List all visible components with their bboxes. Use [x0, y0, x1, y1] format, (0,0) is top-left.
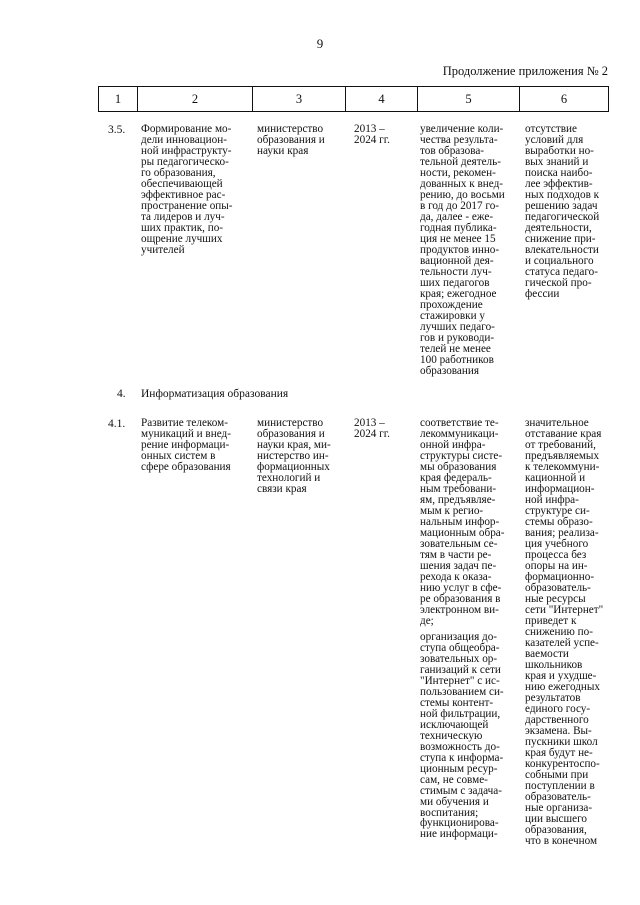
column-header-table [98, 86, 609, 112]
row-4-1-period: 2013 – 2024 гг. [354, 417, 390, 440]
col-header-5: 5 [418, 87, 520, 112]
row-number-4-1: 4.1. [108, 418, 126, 430]
col-header-3: 3 [253, 87, 346, 112]
row-4-1-result-part-2: организация до- ступа общеобра- зовательных ор- ганизаций к сети "Интернет" с ис- пользованием си- стемы контент- ной фильтрации, исключающей техническую возможность до- ступа к информа- ционным ресур- сам, не совме- стимым с задача- ми обучения и воспитания; [420, 631, 504, 819]
row-4-1-measure: Развитие телеком- муникаций и внед- рение информаци- онных систем в сфере образования [141, 417, 231, 473]
row-4-1-consequence: значительное отставание края от требований, предъявляемых к телекоммуни- кационной и информацион- ной инфра- структуре си- стемы образо- вания; реализа- ция учебного процесса без опоры на ин- формационно- образователь- ные ресурсы сети "Интернет" приведет к снижению по- казателей успе- ваемости школьников края и ухудше- нию ежегодных результатов единого госу- дарственного экзамена. Вы- пускники школ края будут не- конкурентоспо- собными при поступлении в образователь- ные организа- ции высшего образования, что в конечном [525, 417, 604, 847]
row-4-1-result-part-1: соответствие те- лекоммуникаци- онной инфра- структуры систе- мы образования края федераль- ным требовани- ям, предъявляе- мым к регио- нальным инфор- мационным обра- зовательным се- тям в части ре- шения задач пе- рехода к оказа- нию услуг в сфе- ре образования в электронном ви- де; [420, 417, 505, 627]
row-4-1-result-part-3: функционирова- ние информаци- [420, 817, 499, 840]
row-3-5-result: увеличение коли- чества результа- тов образова- тельной деятель- ности, рекомен- дованных к внед- рению, до восьми в год до 2017 го- да, далее - еже- годная публика- ция не менее 15 продуктов инно- вационной дея- тельности луч- ших педагогов края; ежегодное прохождение стажировки у лучших педаго- гов и руководи- телей не менее 100 работников образования [420, 123, 505, 377]
col-header-6: 6 [520, 87, 609, 112]
col-header-1: 1 [99, 87, 138, 112]
page-number: 9 [316, 36, 324, 51]
row-4-1-executor: министерство образования и науки края, ми- нистерство ин- формационных технологий и связи края [257, 417, 331, 495]
section-number: 4. [117, 388, 126, 400]
row-3-5-measure: Формирование мо- дели инновацион- ной инфраструкту- ры педагогическо- го образования, обеспечивающей эффективное рас- пространение опы- та лидеров и луч- ших практик, по- ощрение лучших учителей [141, 123, 233, 256]
continuation-label: Продолжение приложения № 2 [442, 64, 608, 78]
row-number-3-5: 3.5. [108, 124, 126, 136]
row-3-5-consequence: отсутствие условий для выработки но- вых знаний и поиска наибо- лее эффектив- ных подходов к решению задач педагогической деятельности, снижение при- влекательности и социального статуса педаго- гической про- фессии [525, 123, 600, 300]
col-header-2: 2 [138, 87, 253, 112]
section-title: Информатизация образования [141, 388, 289, 400]
row-3-5-executor: министерство образования и науки края [257, 123, 325, 157]
col-header-4: 4 [346, 87, 418, 112]
row-3-5-period: 2013 – 2024 гг. [354, 123, 390, 146]
